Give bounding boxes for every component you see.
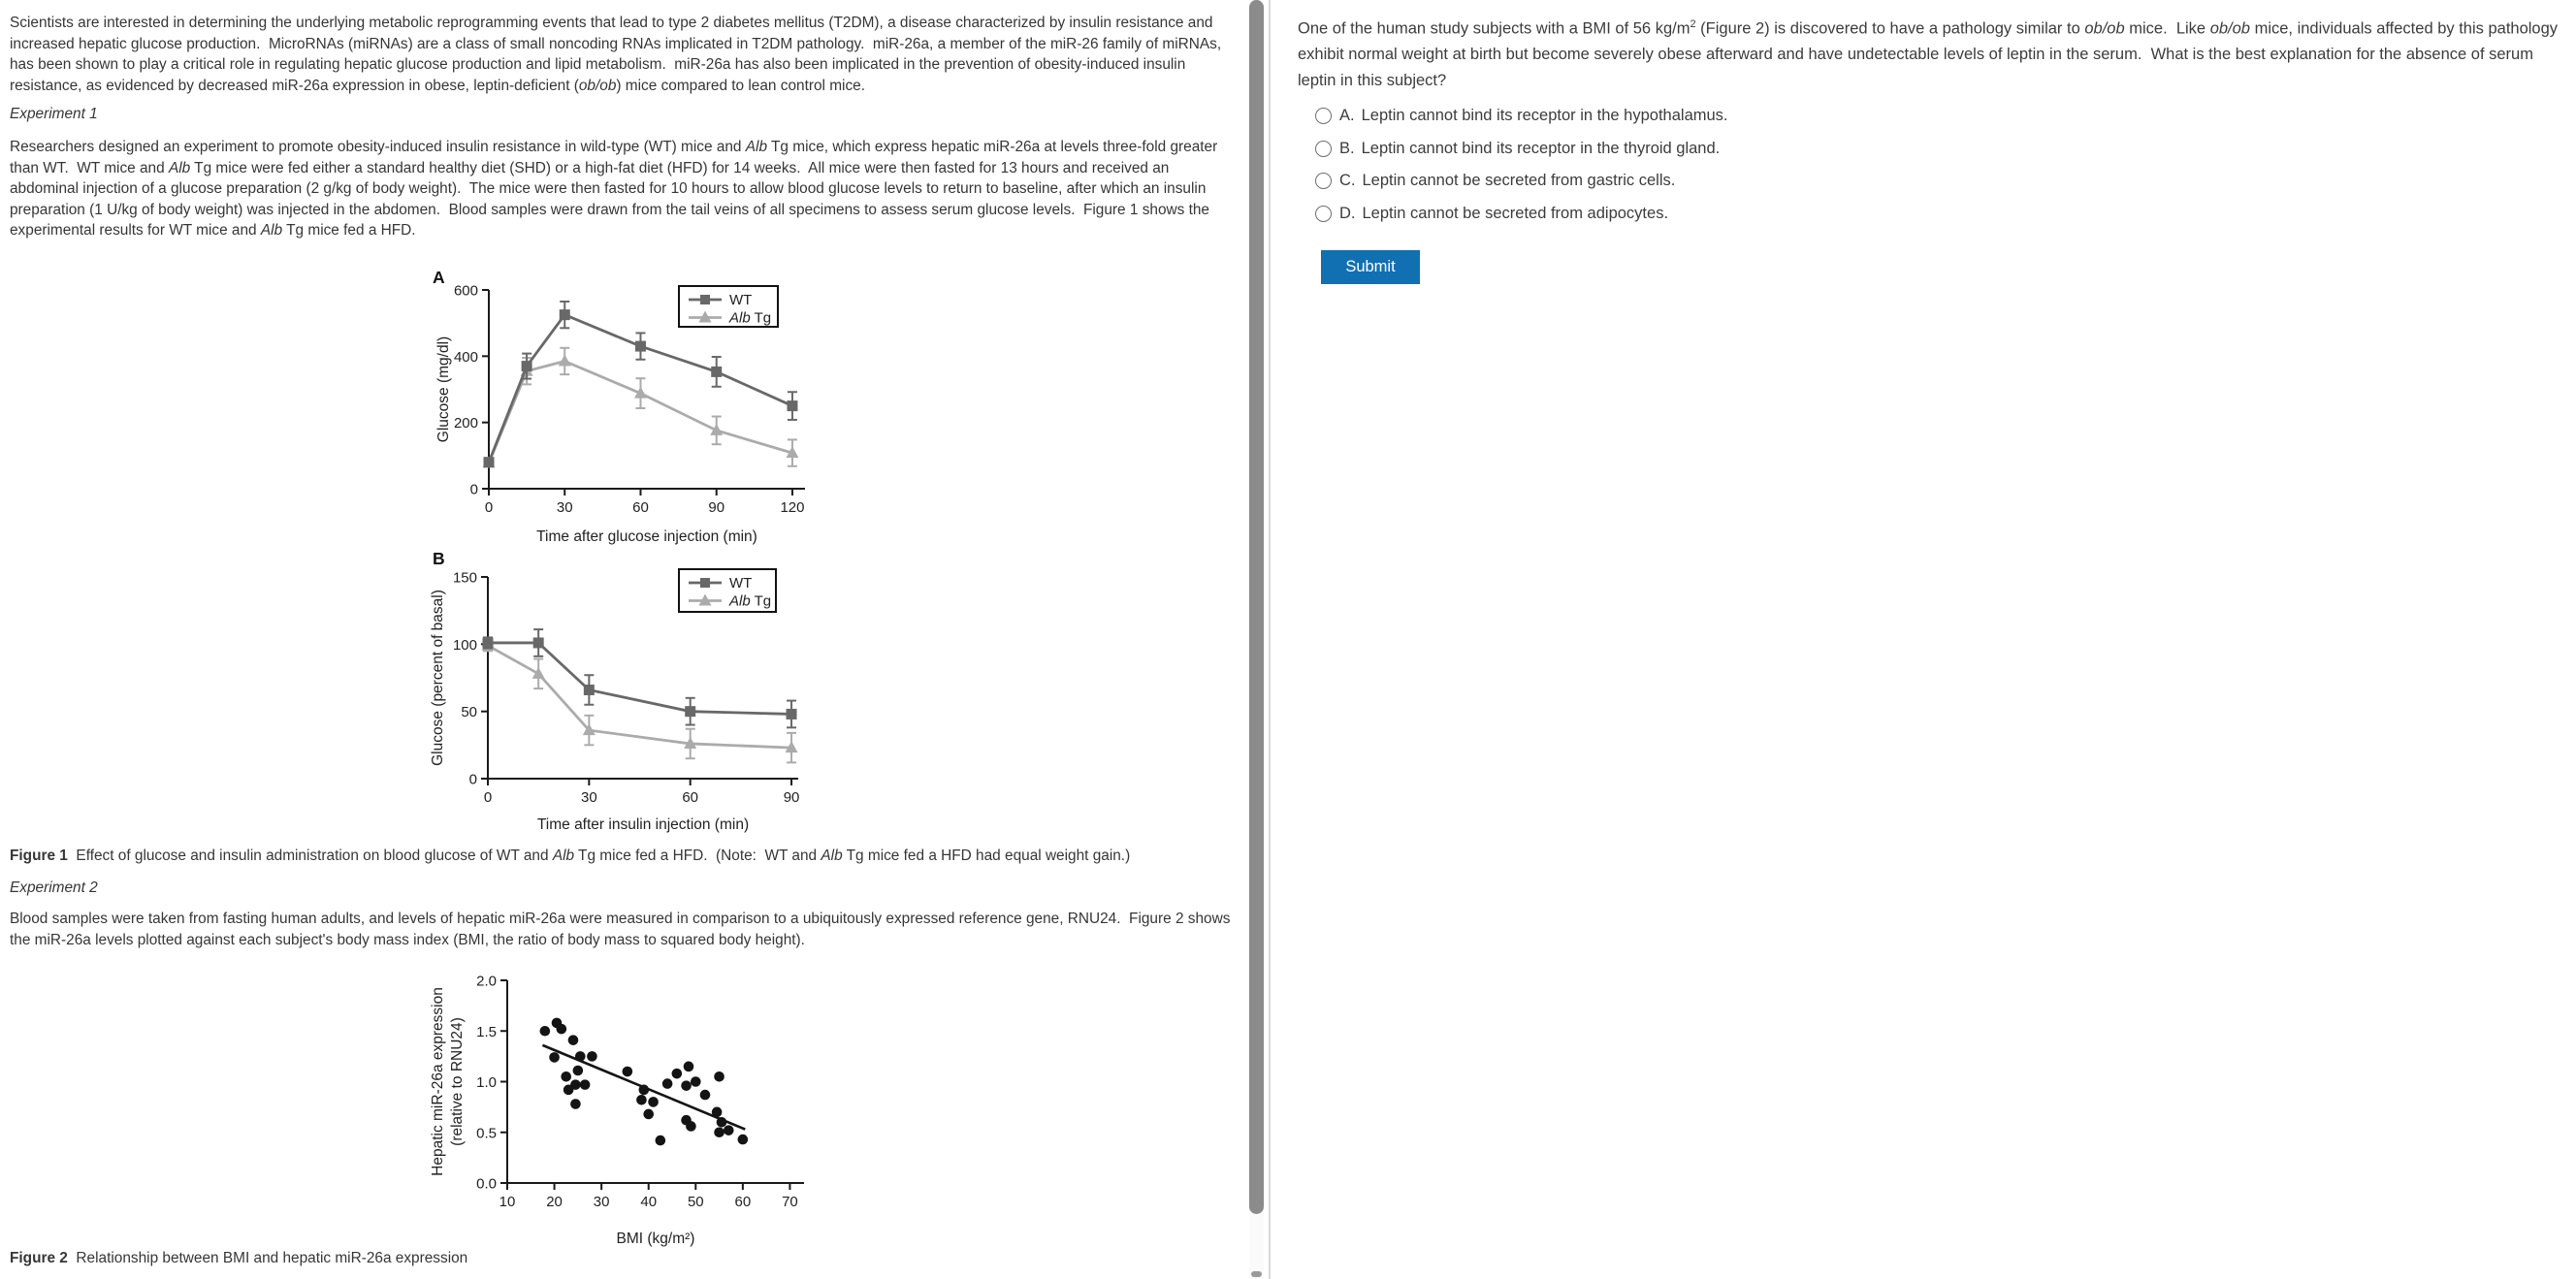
option-d-radio[interactable] xyxy=(1315,206,1332,222)
experiment-2-paragraph: Blood samples were taken from fasting human adults, and levels of hepatic miR-26a were measured in comparison to a ubiquitously expressed reference gene, RNU24. Figure 2 shows the miR-26a levels plotted against each subject's body mass index (BMI, the ratio of body mass to squared body height). xyxy=(10,911,1235,948)
option-row-c[interactable] xyxy=(1315,165,1728,198)
svg-text:2.0: 2.0 xyxy=(476,973,497,990)
figure-1a-chart xyxy=(417,262,853,553)
svg-text:0: 0 xyxy=(483,789,493,806)
figure-2-caption: Figure 2 Relationship between BMI and hepatic miR-26a expression xyxy=(10,1250,468,1266)
submit-button[interactable]: Submit xyxy=(1321,250,1420,284)
option-b-radio[interactable] xyxy=(1315,141,1332,157)
svg-text:400: 400 xyxy=(453,348,478,366)
svg-text:Glucose (percent of basal): Glucose (percent of basal) xyxy=(430,590,446,766)
answer-options xyxy=(1315,100,1728,230)
option-a-radio[interactable] xyxy=(1315,108,1332,124)
svg-text:WT: WT xyxy=(729,575,753,592)
svg-text:BMI (kg/m²): BMI (kg/m²) xyxy=(616,1231,695,1247)
svg-text:20: 20 xyxy=(546,1194,563,1210)
svg-text:Time after glucose injection (: Time after glucose injection (min) xyxy=(536,528,757,545)
svg-text:90: 90 xyxy=(783,789,800,806)
option-a-letter: A. xyxy=(1339,107,1355,125)
svg-text:0.0: 0.0 xyxy=(476,1175,497,1193)
question-stem: One of the human study subjects with a BMI of 56 $kg/m^2$ (Figure 2) is discovered to have a pathology similar to ob/ob mice. Like ob/ob mice, individuals affected by this pathology exhibit normal weight at birth but become severely obese afterward and have undetectable levels of leptin in the serum. What is the best explanation for the absence of serum leptin in this subject? xyxy=(1298,18,2562,89)
svg-text:120: 120 xyxy=(780,499,805,516)
svg-text:50: 50 xyxy=(687,1194,704,1210)
svg-text:30: 30 xyxy=(581,789,597,806)
passage-scrollbar[interactable] xyxy=(1249,0,1264,1279)
svg-text:60: 60 xyxy=(682,789,699,806)
svg-text:600: 600 xyxy=(453,282,478,300)
figure-1-caption: Figure 1 Effect of glucose and insulin administration on blood glucose of WT and Alb Tg mice fed a HFD. (Note: WT and Alb Tg mice fed a HFD had equal weight gain.) xyxy=(10,847,1131,864)
scrollbar-thumb[interactable] xyxy=(1249,0,1264,1214)
svg-text:50: 50 xyxy=(461,704,477,721)
svg-text:1.5: 1.5 xyxy=(476,1023,497,1040)
option-b-text: Leptin cannot bind its receptor in the thyroid gland. xyxy=(1361,139,1721,157)
svg-text:Time after insulin injection (: Time after insulin injection (min) xyxy=(536,816,750,833)
svg-text:100: 100 xyxy=(452,636,477,654)
svg-text:30: 30 xyxy=(556,499,573,516)
svg-text:150: 150 xyxy=(452,569,477,587)
option-row-a[interactable] xyxy=(1315,100,1728,133)
svg-text:60: 60 xyxy=(734,1194,752,1210)
svg-text:40: 40 xyxy=(640,1194,658,1210)
svg-text:90: 90 xyxy=(708,499,725,516)
passage-paragraph-1: Scientists are interested in determining the underlying metabolic reprogramming events that lead to type 2 diabetes mellitus (T2DM), a disease characterized by insulin resistance and increased hepatic glucose production. MicroRNAs (miRNAs) are a class of small noncoding RNAs implicated in T2DM pathology. miR-26a, a member of the miR-26 family of miRNAs, has been shown to play a critical role in regulating hepatic glucose production and lipid metabolism. miR-26a has also been implicated in the prevention of obesity-induced insulin resistance, as evidenced by decreased miR-26a expression in obese, leptin-deficient (ob/ob) mice compared to lean control mice. xyxy=(10,15,1226,94)
svg-text:B: B xyxy=(433,549,445,568)
experiment-1-heading: Experiment 1 xyxy=(10,106,98,122)
svg-text:60: 60 xyxy=(632,499,649,516)
option-b-letter: B. xyxy=(1339,139,1355,157)
svg-text:Hepatic miR-26a expression(rel: Hepatic miR-26a expression (relative to RNU24) xyxy=(430,987,466,1176)
svg-text:0: 0 xyxy=(484,499,494,516)
experiment-2-heading: Experiment 2 xyxy=(10,879,98,896)
option-c-text: Leptin cannot be secreted from gastric cells. xyxy=(1362,172,1676,190)
svg-text:70: 70 xyxy=(782,1194,798,1210)
option-row-d[interactable] xyxy=(1315,198,1728,231)
svg-text:Alb Tg: Alb Tg xyxy=(729,592,772,610)
svg-text:WT: WT xyxy=(729,292,753,308)
svg-text:1.0: 1.0 xyxy=(476,1074,497,1091)
question-panel xyxy=(1271,0,2576,1279)
scrollbar-bottom-stub[interactable] xyxy=(1251,1271,1262,1277)
passage-panel xyxy=(0,0,1249,1279)
option-c-radio[interactable] xyxy=(1315,173,1332,189)
svg-text:0: 0 xyxy=(469,481,478,498)
option-row-b[interactable] xyxy=(1315,133,1728,166)
svg-text:Alb Tg: Alb Tg xyxy=(729,309,772,327)
experiment-1-paragraph: Researchers designed an experiment to promote obesity-induced insulin resistance in wild-type (WT) mice and Alb Tg mice, which express hepatic miR-26a at levels three-fold greater than WT. WT mice and Alb Tg mice were fed either a standard healthy diet (SHD) or a high-fat diet (HFD) for 14 weeks. All mice were then fasted for 13 hours and received an abdominal injection of a glucose preparation (2 g/kg of body weight). The mice were then fasted for 10 hours to allow blood glucose levels to return to baseline, after which an insulin preparation (1 U/kg of body weight) was injected in the abdomen. Blood samples were drawn from the tail veins of all specimens to assess serum glucose levels. Figure 1 shows the experimental results for WT mice and Alb Tg mice fed a HFD. xyxy=(10,139,1222,239)
option-c-letter: C. xyxy=(1339,172,1356,190)
option-a-text: Leptin cannot bind its receptor in the hypothalamus. xyxy=(1361,107,1728,125)
figure-2-chart xyxy=(388,965,834,1267)
figure-1b-chart xyxy=(407,543,873,844)
svg-text:Glucose (mg/dl): Glucose (mg/dl) xyxy=(435,336,452,443)
option-d-letter: D. xyxy=(1339,204,1356,222)
svg-text:A: A xyxy=(433,268,445,287)
svg-text:200: 200 xyxy=(453,415,478,432)
svg-text:0: 0 xyxy=(468,771,477,788)
option-d-text: Leptin cannot be secreted from adipocytes. xyxy=(1362,204,1669,222)
svg-text:30: 30 xyxy=(593,1194,610,1210)
svg-text:0.5: 0.5 xyxy=(476,1125,497,1142)
svg-text:10: 10 xyxy=(499,1194,516,1210)
